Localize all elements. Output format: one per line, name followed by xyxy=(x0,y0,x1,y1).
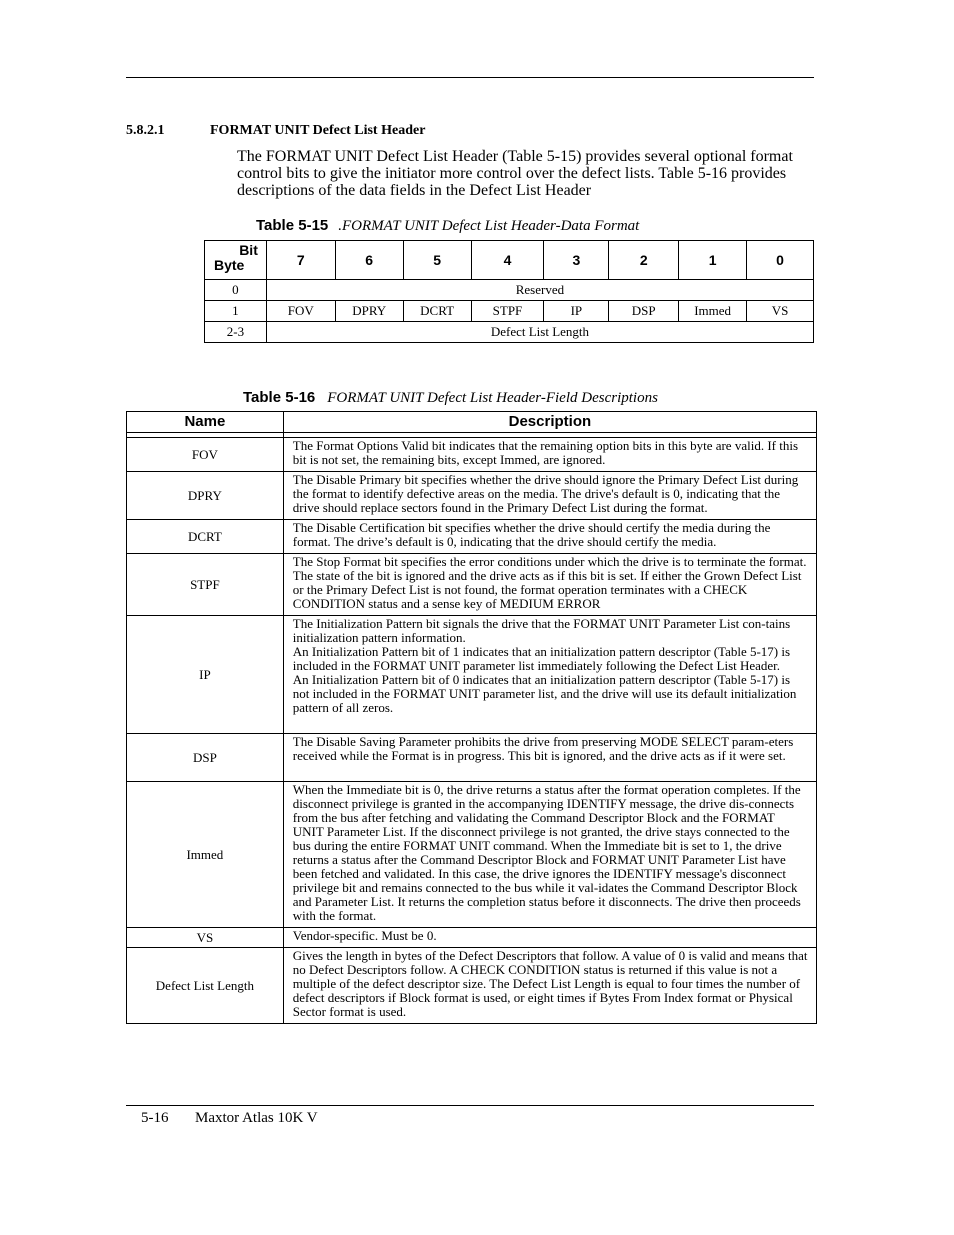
byte-row-2-3 xyxy=(205,322,814,343)
field-fov: FOV xyxy=(266,301,335,322)
bit-7: 7 xyxy=(266,241,335,280)
bit-4: 4 xyxy=(471,241,544,280)
field-stpf: STPF xyxy=(471,301,544,322)
bit-1: 1 xyxy=(679,241,747,280)
table-row xyxy=(127,734,817,782)
table-16-label: Table 5-16 xyxy=(243,389,316,406)
field-description: When the Immediate bit is 0, the drive returns a status after the format operation completes. If the disconnect privilege is granted in the accompanying IDENTIFY message, the drive dis-connects from the bus after fetching and validating the Command Descriptor Block and the FORMAT UNIT Parameter List. If the disconnect privilege is not granted, the drive stays connected to the bus during the entire FORMAT UNIT command. When the Immediate bit is set to 1, the drive returns a status after the Command Descriptor Block and FORMAT UNIT Parameter List have been fetched and validated. In this case, the drive ignores the IDENTIFY message's disconnect privilege bit and remains connected to the bus while it val-idates the Command Descriptor Block and Parameter List. It returns the completion status before it disconnects. The drive then proceeds with the format. xyxy=(283,782,816,928)
field-description xyxy=(283,616,816,734)
defect-list-header-format-table xyxy=(204,240,814,343)
bit-6: 6 xyxy=(335,241,403,280)
table-row xyxy=(127,782,817,928)
field-name: DCRT xyxy=(127,520,284,554)
description-column-header: Description xyxy=(283,412,816,433)
field-name: VS xyxy=(127,928,284,948)
byte-number: 0 xyxy=(205,280,267,301)
field-descriptions-table xyxy=(126,411,817,1024)
table-row xyxy=(127,928,817,948)
byte-row-0 xyxy=(205,280,814,301)
ip-description-line-2: An Initialization Pattern bit of 1 indicates that an initialization pattern descriptor (Table 5-17) is included in the FORMAT UNIT parameter list immediately following the Defect List Header. xyxy=(292,644,791,673)
field-name: DSP xyxy=(127,734,284,782)
table-16-title: FORMAT UNIT Defect List Header-Field Descriptions xyxy=(327,390,658,406)
table-row xyxy=(127,438,817,472)
field-description: The Format Options Valid bit indicates that the remaining option bits in this byte are valid. If this bit is not set, the remaining bits, except Immed, are ignored. xyxy=(283,438,816,472)
field-name: DPRY xyxy=(127,472,284,520)
byte-number: 1 xyxy=(205,301,267,322)
field-immed: Immed xyxy=(679,301,747,322)
field-description: The Disable Certification bit specifies whether the drive should certify the media during the format. The drive’s default is 0, indicating that the drive should certify the media. xyxy=(283,520,816,554)
section-title: FORMAT UNIT Defect List Header xyxy=(210,123,426,138)
table-row xyxy=(127,520,817,554)
bit-5: 5 xyxy=(403,241,471,280)
bit-2: 2 xyxy=(609,241,679,280)
table-15-title: .FORMAT UNIT Defect List Header-Data Format xyxy=(338,218,640,234)
field-name: STPF xyxy=(127,554,284,616)
field-vs: VS xyxy=(747,301,814,322)
table-15-caption xyxy=(256,217,639,235)
defect-list-length-field: Defect List Length xyxy=(266,322,813,343)
field-name: FOV xyxy=(127,438,284,472)
field-dcrt: DCRT xyxy=(403,301,471,322)
byte-number: 2-3 xyxy=(205,322,267,343)
table-row xyxy=(127,472,817,520)
bit-3: 3 xyxy=(544,241,609,280)
page-footer xyxy=(141,1110,318,1127)
table-16-caption xyxy=(243,389,658,407)
field-ip: IP xyxy=(544,301,609,322)
field-name: Immed xyxy=(127,782,284,928)
field-description: Vendor-specific. Must be 0. xyxy=(283,928,816,948)
field-name: Defect List Length xyxy=(127,948,284,1024)
ip-description-line-3: An Initialization Pattern bit of 0 indicates that an initialization pattern descriptor (Table 5-17) is not included in the FORMAT UNIT parameter list, and the drive will use its default initialization pattern of all zeros. xyxy=(292,672,797,715)
bit-byte-corner xyxy=(205,241,267,280)
field-dpry: DPRY xyxy=(335,301,403,322)
byte-row-1 xyxy=(205,301,814,322)
table-header-row xyxy=(127,412,817,433)
document-title: Maxtor Atlas 10K V xyxy=(195,1110,318,1126)
bit-0: 0 xyxy=(747,241,814,280)
table-15-label: Table 5-15 xyxy=(256,217,329,234)
section-number: 5.8.2.1 xyxy=(126,123,165,138)
intro-paragraph: The FORMAT UNIT Defect List Header (Table 5-15) provides several optional format control bits to give the initiator more control over the defect lists. Table 5-16 provides descriptions of the data fields in the Defect List Header xyxy=(237,148,793,199)
field-name: IP xyxy=(127,616,284,734)
name-column-header: Name xyxy=(127,412,284,433)
field-description: Gives the length in bytes of the Defect Descriptors that follow. A value of 0 is valid and means that no Defect Descriptors follow. A CHECK CONDITION status is returned if this value is not a multiple of the defect descriptor size. The Defect List Length is equal to four times the number of defect descriptors if Block format is used, or eight times if Bytes From Index format or Physical Sector format is used. xyxy=(283,948,816,1024)
field-description: The Disable Primary bit specifies whether the drive should ignore the Primary Defect List during the format to identify defective areas on the media. The drive's default is 0, indicating that the drive should replace sectors found in the Primary Defect List during the format. xyxy=(283,472,816,520)
bit-header-row xyxy=(205,241,814,280)
table-row xyxy=(127,554,817,616)
byte-label: Byte xyxy=(214,257,245,273)
section-heading xyxy=(126,123,425,139)
table-row xyxy=(127,948,817,1024)
ip-description-line-1: The Initialization Pattern bit signals the drive that the FORMAT UNIT Parameter List con-tains initialization pattern information. xyxy=(292,616,791,645)
page-number: 5-16 xyxy=(141,1110,169,1126)
reserved-field: Reserved xyxy=(266,280,813,301)
table-row xyxy=(127,616,817,734)
field-dsp: DSP xyxy=(609,301,679,322)
bit-label: Bit xyxy=(239,242,258,258)
field-description: The Stop Format bit specifies the error conditions under which the drive is to terminate the format. The state of the bit is ignored and the drive acts as if this bit is set. If either the Grown Defect List or the Primary Defect List is not found, the format operation terminates with a CHECK CONDITION status and a sense key of MEDIUM ERROR xyxy=(283,554,816,616)
field-description: The Disable Saving Parameter prohibits the drive from preserving MODE SELECT param-eters received while the Format is in progress. This bit is ignored, and the drive acts as if it were set. xyxy=(283,734,816,782)
footer-rule xyxy=(126,1105,814,1106)
header-rule xyxy=(126,77,814,78)
